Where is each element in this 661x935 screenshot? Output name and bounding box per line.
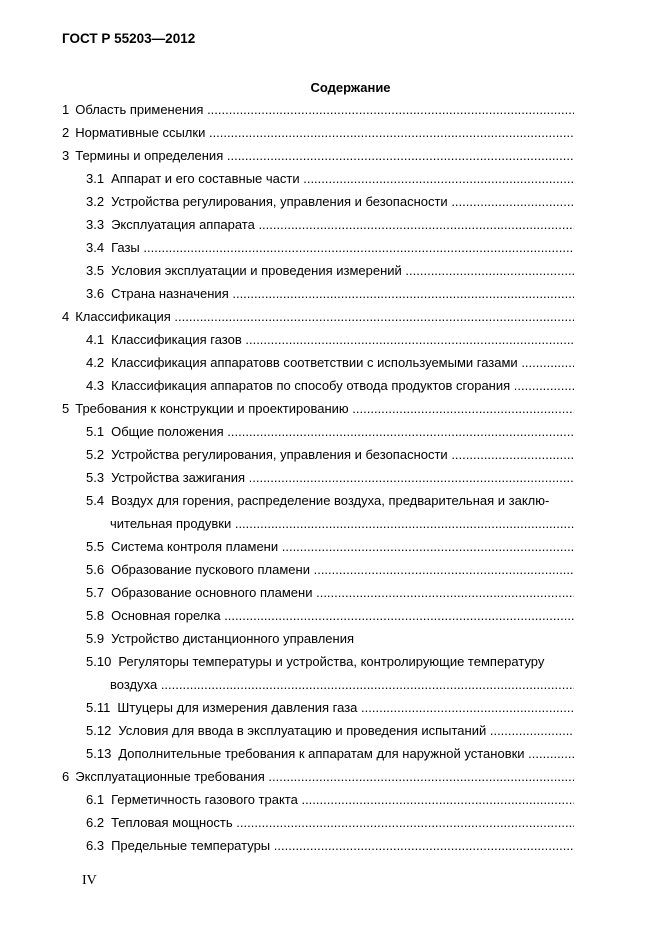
toc-entry-title: Термины и определения bbox=[75, 148, 224, 163]
toc-entry[interactable] bbox=[62, 397, 574, 420]
toc-entry[interactable] bbox=[62, 765, 574, 788]
toc-leader-dots bbox=[510, 378, 574, 393]
toc-entry[interactable] bbox=[62, 719, 574, 742]
toc-entry-title: Условия для ввода в эксплуатацию и проведения испытаний bbox=[118, 723, 487, 738]
toc-entry[interactable] bbox=[62, 627, 574, 650]
toc-entry[interactable] bbox=[62, 466, 574, 489]
toc-entry[interactable] bbox=[62, 98, 574, 121]
toc-leader-dots bbox=[518, 355, 574, 370]
toc-entry-number: 5.8 bbox=[86, 608, 105, 623]
toc-leader-dots bbox=[402, 263, 574, 278]
page-number: IV bbox=[82, 873, 97, 888]
toc-entry[interactable] bbox=[62, 696, 574, 719]
toc-entry[interactable] bbox=[62, 144, 574, 167]
toc-entry[interactable] bbox=[62, 834, 574, 857]
toc-leader-dots bbox=[140, 240, 574, 255]
toc-leader-dots bbox=[255, 217, 574, 232]
toc-entry-title: Герметичность газового тракта bbox=[111, 792, 298, 807]
toc-leader-dots bbox=[448, 194, 574, 209]
toc-leader-dots bbox=[231, 516, 574, 531]
toc-entry-title: Образование основного пламени bbox=[111, 585, 313, 600]
toc-entry-title: Дополнительные требования к аппаратам для наружной установки bbox=[118, 746, 525, 761]
toc-entry-number: 2 bbox=[62, 125, 70, 140]
toc-entry-number: 3.6 bbox=[86, 286, 105, 301]
toc-leader-dots bbox=[300, 171, 574, 186]
toc-entry-title: Эксплуатация аппарата bbox=[111, 217, 255, 232]
toc-entry-title: Классификация аппаратов по способу отвода продуктов сгорания bbox=[111, 378, 511, 393]
toc-entry[interactable] bbox=[62, 351, 574, 374]
toc-leader-dots bbox=[525, 746, 574, 761]
toc-entry[interactable] bbox=[62, 535, 574, 558]
toc-entry-number: 6.1 bbox=[86, 792, 105, 807]
toc-entry-title: Эксплуатационные требования bbox=[75, 769, 265, 784]
toc-entry-title: Устройство дистанционного управления bbox=[111, 631, 354, 646]
toc-entry-number: 5.1 bbox=[86, 424, 105, 439]
toc-leader-dots bbox=[278, 539, 574, 554]
toc-leader-dots bbox=[223, 148, 574, 163]
toc-entry[interactable] bbox=[62, 328, 574, 351]
toc-entry-title: Требования к конструкции и проектированию bbox=[75, 401, 349, 416]
toc-entry[interactable] bbox=[62, 811, 574, 834]
toc-entry-title: воздуха bbox=[110, 677, 158, 692]
toc-entry-title: Газы bbox=[111, 240, 140, 255]
toc-entry-number: 5.6 bbox=[86, 562, 105, 577]
toc-entry[interactable] bbox=[62, 259, 574, 282]
toc-leader-dots bbox=[349, 401, 574, 416]
toc-leader-dots bbox=[448, 447, 574, 462]
toc-leader-dots bbox=[312, 585, 574, 600]
toc-leader-dots bbox=[270, 838, 574, 853]
toc-entry-title: Страна назначения bbox=[111, 286, 229, 301]
toc-entry-number: 3.1 bbox=[86, 171, 105, 186]
toc-leader-dots bbox=[224, 424, 574, 439]
table-of-contents bbox=[62, 98, 574, 857]
toc-entry-title: Классификация bbox=[75, 309, 171, 324]
toc-entry[interactable] bbox=[62, 742, 574, 765]
toc-entry-number: 3.2 bbox=[86, 194, 105, 209]
toc-entry[interactable] bbox=[62, 581, 574, 604]
toc-entry-title: Регуляторы температуры и устройства, контролирующие температуру bbox=[118, 654, 545, 669]
toc-leader-dots bbox=[221, 608, 574, 623]
toc-entry[interactable] bbox=[62, 121, 574, 144]
toc-entry-title: Классификация газов bbox=[111, 332, 242, 347]
toc-entry-number: 5.11 bbox=[86, 700, 111, 715]
toc-entry-number: 6.3 bbox=[86, 838, 105, 853]
toc-entry-number: 1 bbox=[62, 102, 70, 117]
toc-entry[interactable] bbox=[62, 236, 574, 259]
toc-entry-number: 5 bbox=[62, 401, 70, 416]
toc-entry[interactable] bbox=[62, 213, 574, 236]
toc-entry[interactable] bbox=[62, 420, 574, 443]
toc-leader-dots bbox=[157, 677, 574, 692]
toc-entry[interactable] bbox=[62, 558, 574, 581]
toc-entry-number: 5.4 bbox=[86, 493, 105, 508]
toc-leader-dots bbox=[357, 700, 574, 715]
toc-entry-title: Штуцеры для измерения давления газа bbox=[117, 700, 358, 715]
toc-entry[interactable] bbox=[62, 489, 574, 512]
toc-leader-dots bbox=[171, 309, 574, 324]
toc-entry-title: Воздух для горения, распределение воздуха, предварительная и заклю- bbox=[111, 493, 550, 508]
toc-leader-dots bbox=[233, 815, 574, 830]
toc-entry-title: Устройства зажигания bbox=[111, 470, 246, 485]
toc-entry-number: 5.13 bbox=[86, 746, 112, 761]
toc-entry-number: 5.9 bbox=[86, 631, 105, 646]
toc-entry-title: Устройства регулирования, управления и безопасности bbox=[111, 447, 448, 462]
toc-leader-dots bbox=[486, 723, 574, 738]
toc-entry-title: Условия эксплуатации и проведения измерений bbox=[111, 263, 402, 278]
toc-entry-number: 5.2 bbox=[86, 447, 105, 462]
toc-entry[interactable] bbox=[62, 512, 574, 535]
toc-entry[interactable] bbox=[62, 788, 574, 811]
toc-entry[interactable] bbox=[62, 305, 574, 328]
toc-entry-number: 3.5 bbox=[86, 263, 105, 278]
toc-entry[interactable] bbox=[62, 673, 574, 696]
toc-entry[interactable] bbox=[62, 282, 574, 305]
toc-entry[interactable] bbox=[62, 374, 574, 397]
toc-leader-dots bbox=[298, 792, 574, 807]
page-title: Содержание bbox=[310, 80, 391, 95]
toc-entry-title: Тепловая мощность bbox=[111, 815, 233, 830]
toc-entry-number: 6.2 bbox=[86, 815, 105, 830]
toc-leader-dots bbox=[242, 332, 574, 347]
toc-entry-number: 5.7 bbox=[86, 585, 105, 600]
toc-entry-number: 5.5 bbox=[86, 539, 105, 554]
toc-entry-title: Устройства регулирования, управления и безопасности bbox=[111, 194, 448, 209]
toc-entry-title: чительная продувки bbox=[110, 516, 232, 531]
toc-entry-title: Основная горелка bbox=[111, 608, 221, 623]
toc-entry-number: 3.3 bbox=[86, 217, 105, 232]
toc-leader-dots bbox=[229, 286, 574, 301]
toc-entry[interactable] bbox=[62, 167, 574, 190]
toc-entry-title: Система контроля пламени bbox=[111, 539, 279, 554]
document-header: ГОСТ Р 55203—2012 bbox=[62, 31, 196, 46]
toc-leader-dots bbox=[265, 769, 574, 784]
toc-entry-number: 4.2 bbox=[86, 355, 105, 370]
toc-leader-dots bbox=[310, 562, 574, 577]
toc-entry-title: Предельные температуры bbox=[111, 838, 271, 853]
toc-entry[interactable] bbox=[62, 604, 574, 627]
toc-entry-title: Классификация аппаратовв соответствии с используемыми газами bbox=[111, 355, 518, 370]
toc-entry-number: 4.3 bbox=[86, 378, 105, 393]
toc-entry-number: 6 bbox=[62, 769, 70, 784]
toc-leader-dots bbox=[245, 470, 574, 485]
toc-entry[interactable] bbox=[62, 650, 574, 673]
toc-entry[interactable] bbox=[62, 190, 574, 213]
toc-entry-title: Общие положения bbox=[111, 424, 224, 439]
toc-entry[interactable] bbox=[62, 443, 574, 466]
toc-leader-dots bbox=[203, 102, 574, 117]
toc-leader-dots bbox=[205, 125, 574, 140]
toc-entry-number: 3.4 bbox=[86, 240, 105, 255]
toc-entry-title: Область применения bbox=[75, 102, 204, 117]
toc-entry-title: Образование пускового пламени bbox=[111, 562, 310, 577]
toc-entry-number: 4.1 bbox=[86, 332, 105, 347]
toc-entry-title: Нормативные ссылки bbox=[75, 125, 206, 140]
toc-entry-title: Аппарат и его составные части bbox=[111, 171, 300, 186]
toc-entry-number: 4 bbox=[62, 309, 70, 324]
toc-entry-number: 5.3 bbox=[86, 470, 105, 485]
toc-entry-number: 3 bbox=[62, 148, 70, 163]
toc-entry-number: 5.10 bbox=[86, 654, 112, 669]
toc-entry-number: 5.12 bbox=[86, 723, 112, 738]
